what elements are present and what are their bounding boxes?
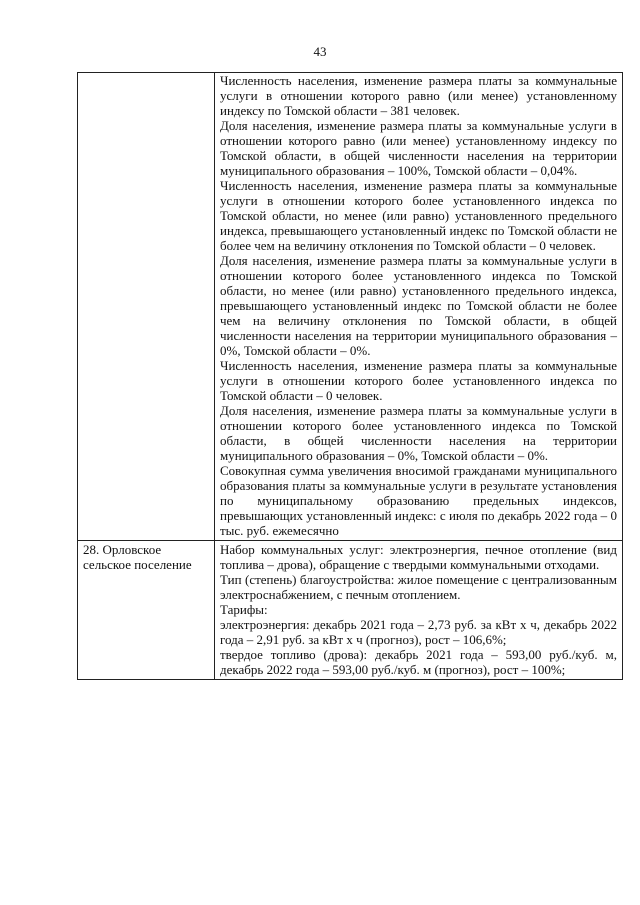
table-row [78, 541, 623, 680]
paragraph: Совокупная сумма увеличения вносимой гражданами муниципального образования платы за коммунальные услуги в результате установления по муниципальному образованию предельных индексов, превышающих установленный индекс: с июля по декабрь 2022 года – 0 тыс. руб. ежемесячно [220, 463, 617, 538]
paragraph: Доля населения, изменение размера платы за коммунальные услуги в отношении которого более установленного индекса по Томской области, но менее (или равно) установленного предельного индекса, превышающего установленный индекс по Томской области не более чем на величину отклонения по Томской области, в общей численности населения на территории муниципального образования – 0%, Томской области – 0%. [220, 253, 617, 358]
table-cell-municipality [78, 73, 215, 541]
table-cell-municipality [78, 541, 215, 680]
paragraph: Доля населения, изменение размера платы за коммунальные услуги в отношении которого более установленного индекса по Томской области, в общей численности населения на территории муниципального образования – 0%, Томской области – 0%. [220, 403, 617, 463]
table-row [78, 73, 623, 541]
document-table [77, 72, 623, 680]
table-cell-description [215, 541, 623, 680]
paragraph: Численность населения, изменение размера платы за коммунальные услуги в отношении которого более установленного индекса по Томской области – 0 человек. [220, 358, 617, 403]
paragraph: электроэнергия: декабрь 2021 года – 2,73 руб. за кВт х ч, декабрь 2022 года – 2,91 руб. за кВт х ч (прогноз), рост – 106,6%; [220, 617, 617, 647]
paragraph: Тип (степень) благоустройства: жилое помещение с централизованным электроснабжением, с печным отоплением. [220, 572, 617, 602]
paragraph: Тарифы: [220, 602, 268, 617]
paragraph: Численность населения, изменение размера платы за коммунальные услуги в отношении которого более установленного индекса по Томской области, но менее (или равно) установленного предельного индекса, превышающего установленный индекс по Томской области не более чем на величину отклонения по Томской области – 0 человек. [220, 178, 617, 253]
paragraph: Набор коммунальных услуг: электроэнергия, печное отопление (вид топлива – дрова), обращение с твердыми коммунальными отходами. [220, 542, 617, 572]
paragraph: твердое топливо (дрова): декабрь 2021 года – 593,00 руб./куб. м, декабрь 2022 года – 593,00 руб./куб. м (прогноз), рост – 100%; [220, 647, 617, 677]
table-cell-description [215, 73, 623, 541]
paragraph: Доля населения, изменение размера платы за коммунальные услуги в отношении которого равно (или менее) установленному индексу по Томской области, в общей численности населения на территории муниципального образования – 100%, Томской области – 0,04%. [220, 118, 617, 178]
page-number: 43 [313, 44, 327, 59]
paragraph: Численность населения, изменение размера платы за коммунальные услуги в отношении которого равно (или менее) установленному индексу по Томской области – 381 человек. [220, 73, 617, 118]
municipality-name: 28. Орловское сельское поселение [83, 542, 192, 572]
